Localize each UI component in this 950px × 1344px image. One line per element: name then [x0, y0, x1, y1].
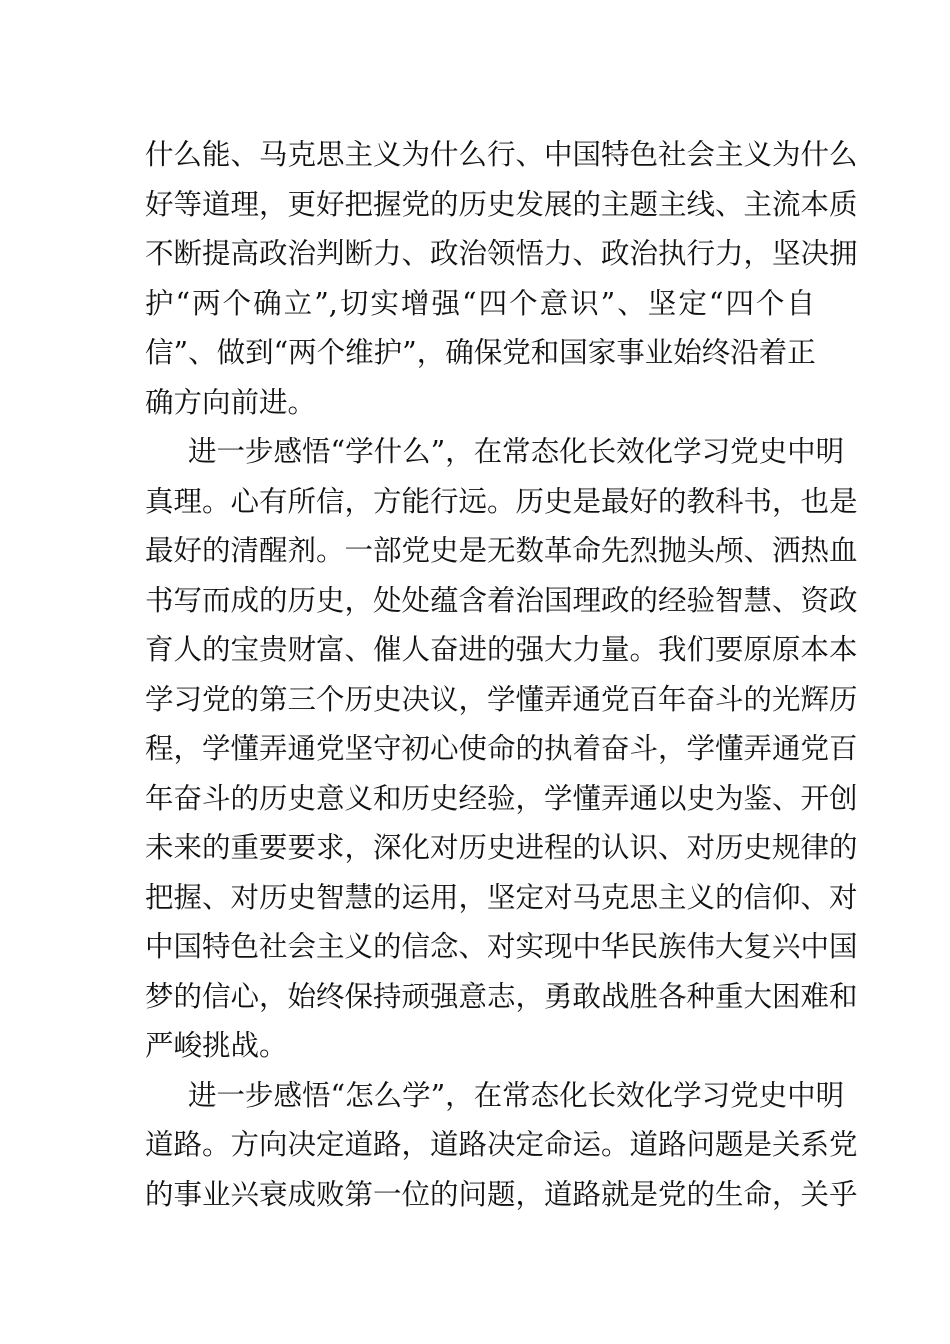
text-line: 什么能、马克思主义为什么行、中国特色社会主义为什么 — [145, 138, 858, 171]
text-line: 梦的信心，始终保持顽强意志，勇敢战胜各种重大困难和 — [145, 979, 858, 1013]
text-line: 信”、做到“两个维护”，确保党和国家事业始终沿着正 — [145, 336, 816, 369]
text-line: 年奋斗的历史意义和历史经验，学懂弄通以史为鉴、开创 — [145, 781, 858, 815]
text-line: 道路。方向决定道路，道路决定命运。道路问题是关系党 — [145, 1128, 858, 1161]
text-line: 中国特色社会主义的信念、对实现中华民族伟大复兴中国 — [145, 930, 858, 963]
text-line: 不断提高政治判断力、政治领悟力、政治执行力，坚决拥 — [145, 237, 858, 270]
text-line: 好等道理，更好把握党的历史发展的主题主线、主流本质 — [145, 187, 858, 221]
text-line: 书写而成的历史，处处蕴含着治国理政的经验智慧、资政 — [145, 583, 858, 617]
text-line: 把握、对历史智慧的运用，坚定对马克思主义的信仰、对 — [145, 880, 858, 914]
text-line: 未来的重要要求，深化对历史进程的认识、对历史规律的 — [145, 831, 858, 864]
text-line: 真理。心有所信，方能行远。历史是最好的教科书，也是 — [145, 484, 858, 518]
paragraph-first-line: 进一步感悟“学什么”，在常态化长效化学习党史中明 — [188, 435, 845, 468]
paragraph-first-line: 进一步感悟“怎么学”，在常态化长效化学习党史中明 — [188, 1078, 845, 1112]
text-line: 的事业兴衰成败第一位的问题，道路就是党的生命，关乎 — [145, 1177, 858, 1211]
text-line: 确方向前进。 — [145, 385, 317, 419]
body-text — [145, 130, 858, 1219]
text-line: 育人的宝贵财富、催人奋进的强大力量。我们要原原本本 — [145, 633, 858, 666]
text-line: 最好的清醒剂。一部党史是无数革命先烈抛头颅、洒热血 — [145, 534, 858, 567]
text-line: 学习党的第三个历史决议，学懂弄通党百年奋斗的光辉历 — [145, 682, 858, 716]
text-line: 严峻挑战。 — [145, 1029, 288, 1062]
text-line: 护“两个确立”,切实增强“四个意识”、坚定“四个自 — [145, 286, 815, 320]
text-line: 程，学懂弄通党坚守初心使命的执着奋斗，学懂弄通党百 — [145, 732, 858, 765]
